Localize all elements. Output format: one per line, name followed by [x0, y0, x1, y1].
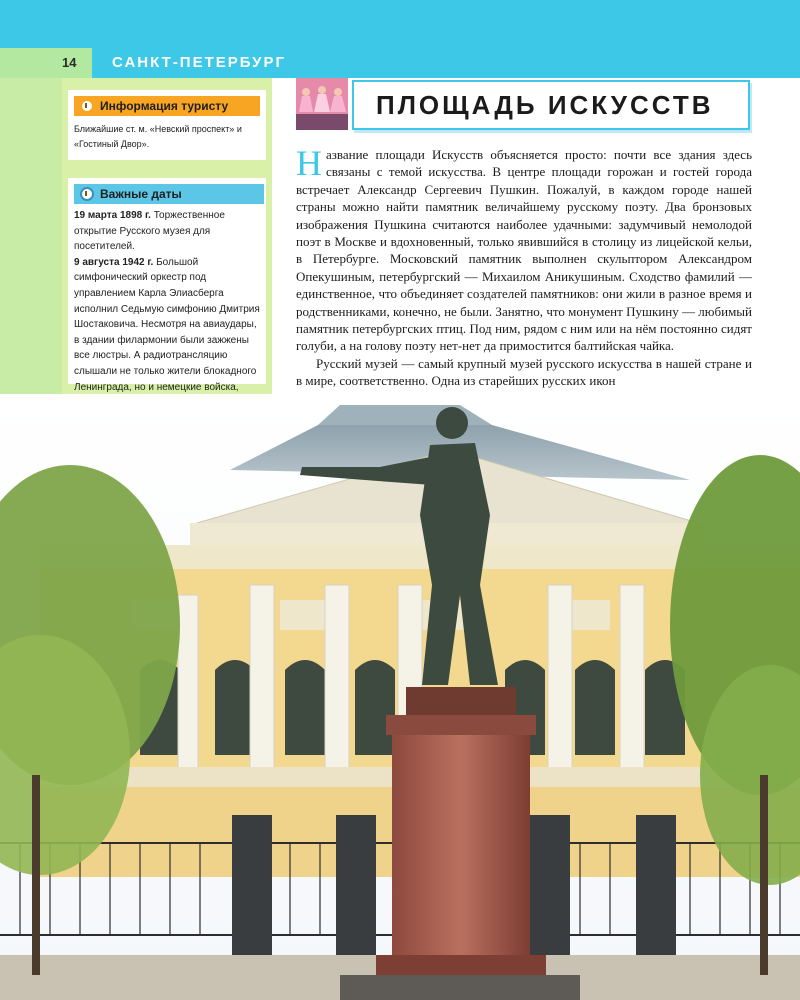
tourist-info-box — [68, 90, 266, 160]
tourist-info-header — [74, 96, 260, 116]
tourist-info-title: Информация туристу — [100, 99, 229, 113]
date-label: 9 августа 1942 г. — [74, 256, 154, 268]
article-title: ПЛОЩАДЬ ИСКУССТВ — [376, 90, 714, 120]
pushkin-monument-photo — [0, 395, 800, 1000]
date-description: Торжественное открытие Русского музея для посетителей. — [74, 210, 225, 253]
important-dates-box — [68, 178, 266, 393]
important-dates-header — [74, 184, 264, 204]
article-paragraph: Название площади Искусств объясняется просто: почти все здания здесь связаны с темой искусства. В центре площади горожан и гостей города встречает Александр Сергеевич Пушкин. Пожалуй, в каждом городе нашей страны можно найти памятник величайшему русскому поэту. Два бронзовых изображения Пушкина считаются наиболее удачными: задумчивый немолодой поэт в Москве и вдохновенный, только явившийся в столицу из лицейской кельи, в Петербурге. Московский памятник выполнен скульптором Александром Опекушиным, петербургский — Михаилом Аникушиным. Сходство фамилий — единственное, что объединяет создателей памятников: они жили в разное время и родственниками, конечно, не были. Занятно, что монумент Пушкину — любимый памятник петербургских птиц. Под ним, рядом с ним или на нём постоянно сидят голуби, а на голову поэту нет-нет да примостится балтийская чайка. — [296, 143, 752, 354]
page-number-tab — [0, 48, 92, 78]
article-body — [296, 143, 752, 390]
drop-cap: Н — [296, 143, 322, 183]
page-number: 14 — [62, 55, 77, 70]
article-paragraph: Русский музей — самый крупный музей русского искусства в нашей стране и в мире, соответственно. Одна из старейших русских икон — [296, 355, 752, 389]
important-dates-text — [74, 208, 262, 411]
date-label: 19 марта 1898 г. — [74, 210, 151, 221]
info-icon — [80, 99, 94, 113]
important-dates-title: Важные даты — [100, 187, 182, 201]
ballet-thumbnail-image — [296, 78, 348, 130]
section-title: САНКТ-ПЕТЕРБУРГ — [112, 54, 287, 71]
article-title-box — [352, 80, 750, 130]
clock-icon — [80, 187, 94, 201]
tourist-info-text: Ближайшие ст. м. «Невский проспект» и «Гостиный Двор». — [74, 124, 242, 149]
date-description: Большой симфонический оркестр под управлением Карла Элиасберга исполнил Седьмую симфонию Дмитрия Шостаковича. Несмотря на авиаудары, в здании филармонии были зажжены все люстры. А радиотрансляцию слышали не только жители блокадного Ленинграда, но и немецкие войска, — [74, 256, 260, 393]
